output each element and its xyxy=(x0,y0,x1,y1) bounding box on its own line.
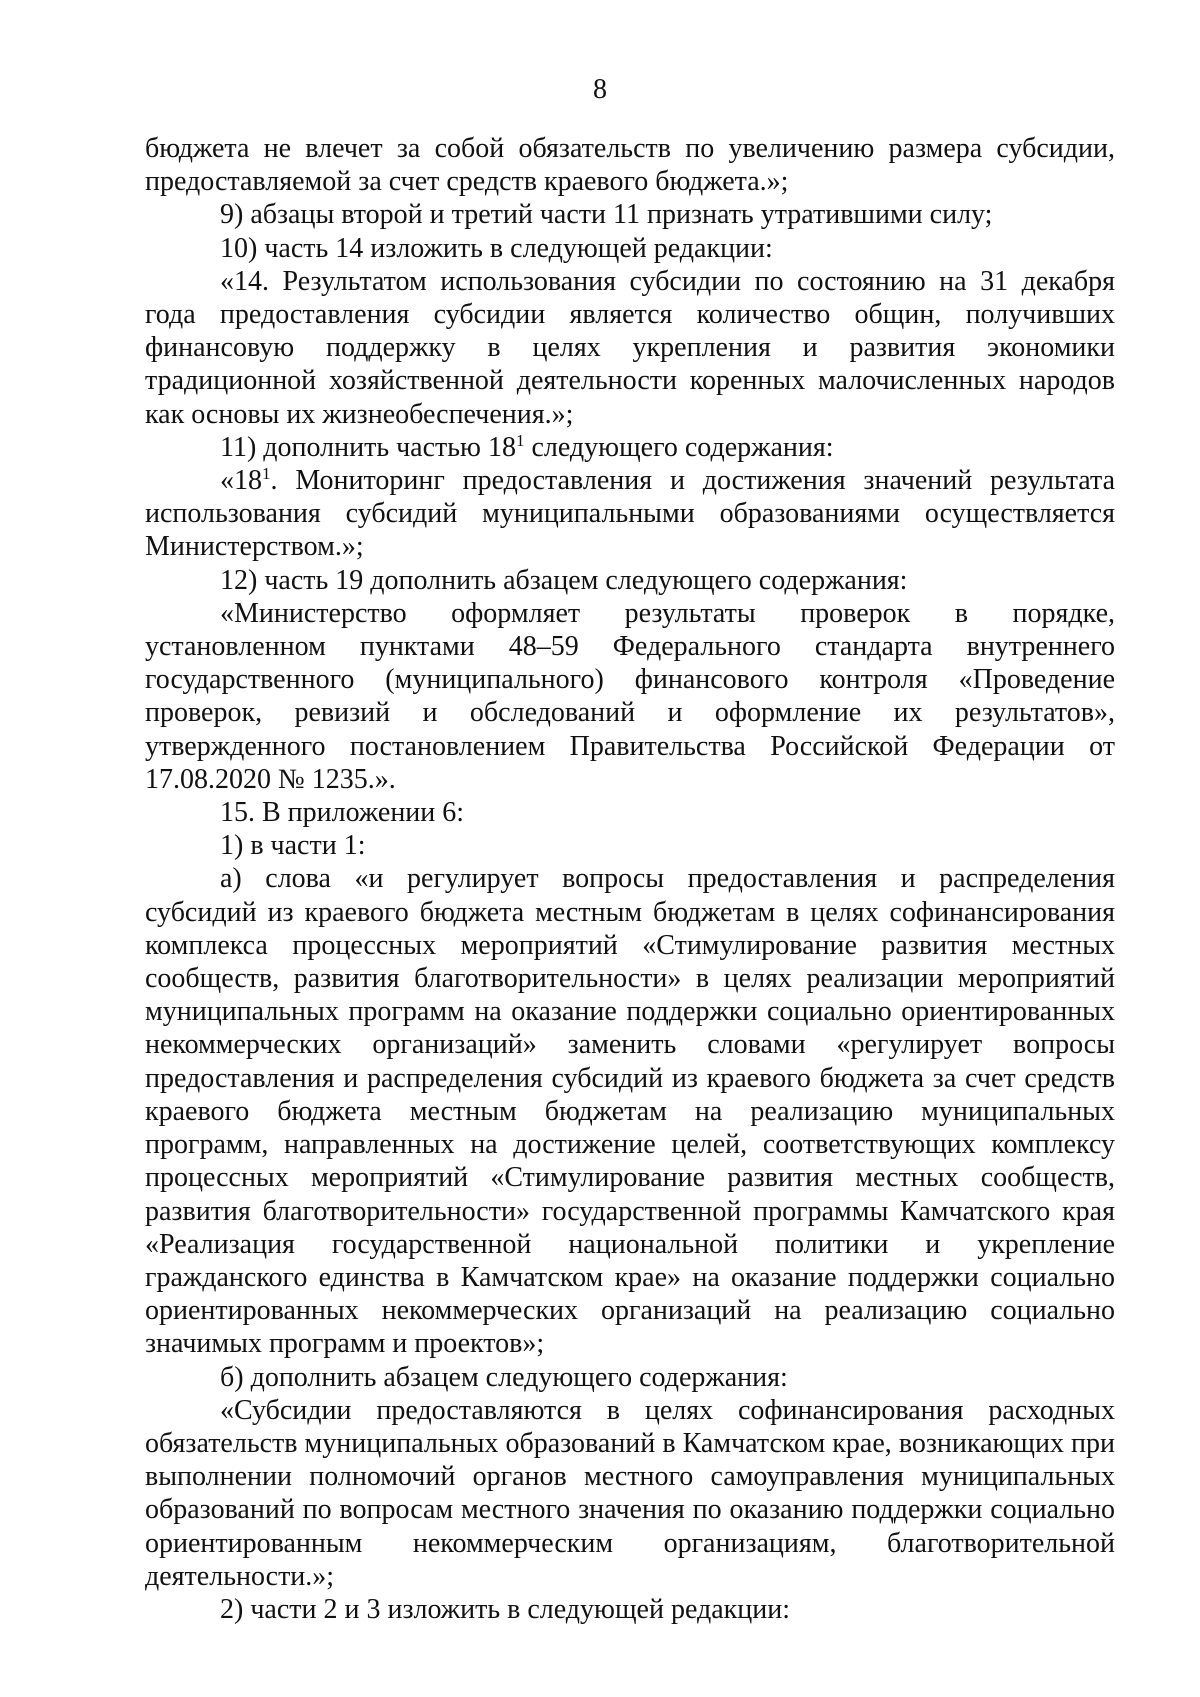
paragraph-subitem-1: 1) в части 1: xyxy=(220,830,366,862)
superscript-marker: 1 xyxy=(515,430,525,450)
paragraph-item-15: 15. В приложении 6: xyxy=(220,797,465,829)
paragraph-item-11 xyxy=(145,431,1115,464)
paragraph-quote-18-1-text-end: . Мониторинг предоставления и достижения значений результата использования субсидий муниципальными образованиями осуществляется Министерством.»; xyxy=(145,465,1115,563)
paragraph-continuation: бюджета не влечет за собой обязательств по увеличению размера субсидии, предоставляемой за счет средств краевого бюджета.»; xyxy=(145,133,1115,198)
superscript-marker: 1 xyxy=(262,464,271,484)
paragraph-item-9: 9) абзацы второй и третий части 11 признать утратившими силу; xyxy=(220,199,993,231)
paragraph-item-11-text-end: следующего содержания: xyxy=(524,431,834,463)
page-number: 8 xyxy=(593,74,607,105)
paragraph-quote-18-1 xyxy=(145,464,1115,564)
paragraph-subitem-b: б) дополнить абзацем следующего содержания: xyxy=(220,1361,788,1393)
paragraph-quote-subsidies: «Субсидии предоставляются в целях софинансирования расходных обязательств муниципальных образований в Камчатском крае, возникающих при выполнении полномочий органов местного самоуправления муниципальных образований по вопросам местного значения по оказанию поддержки социально ориентированным некоммерческим организациям, благотворительной деятельности.»; xyxy=(145,1394,1115,1592)
paragraph-subitem-2: 2) части 2 и 3 изложить в следующей редакции: xyxy=(220,1593,791,1625)
paragraph-item-11-text-start: 11) дополнить частью 18 xyxy=(220,431,516,463)
paragraph-item-10: 10) часть 14 изложить в следующей редакции: xyxy=(220,232,773,264)
paragraph-quote-14: «14. Результатом использования субсидии по состоянию на 31 декабря года предоставления субсидии является количество общин, получивших финансовую поддержку в целях укрепления и развития экономики традиционной хозяйственной деятельности коренных малочисленных народов как основы их жизнеобеспечения.»; xyxy=(145,265,1115,430)
paragraph-quote-18-1-text-start: «18 xyxy=(220,465,262,497)
paragraph-item-12: 12) часть 19 дополнить абзацем следующего содержания: xyxy=(220,564,908,596)
paragraph-quote-ministry: «Министерство оформляет результаты проверок в порядке, установленном пунктами 48–59 Федерального стандарта внутреннего государственного (муниципального) финансового контроля «Проведение проверок, ревизий и обследований и оформление их результатов», утвержденного постановлением Правительства Российской Федерации от 17.08.2020 № 1235.». xyxy=(145,597,1115,795)
paragraph-subitem-a: а) слова «и регулирует вопросы предоставления и распределения субсидий из краевого бюджета местным бюджетам в целях софинансирования комплекса процессных мероприятий «Стимулирование развития местных сообществ, развития благотворительности» в целях реализации мероприятий муниципальных программ на оказание поддержки социально ориентированных некоммерческих организаций» заменить словами «регулирует вопросы предоставления и распределения субсидий из краевого бюджета за счет средств краевого бюджета местным бюджетам на реализацию муниципальных программ, направленных на достижение целей, соответствующих комплексу процессных мероприятий «Стимулирование развития местных сообществ, развития благотворительности» государственной программы Камчатского края «Реализация государственной национальной политики и укрепление гражданского единства в Камчатском крае» на оказание поддержки социально ориентированных некоммерческих организаций на реализацию социально значимых программ и проектов»; xyxy=(145,863,1115,1360)
document-body xyxy=(145,132,1115,1626)
